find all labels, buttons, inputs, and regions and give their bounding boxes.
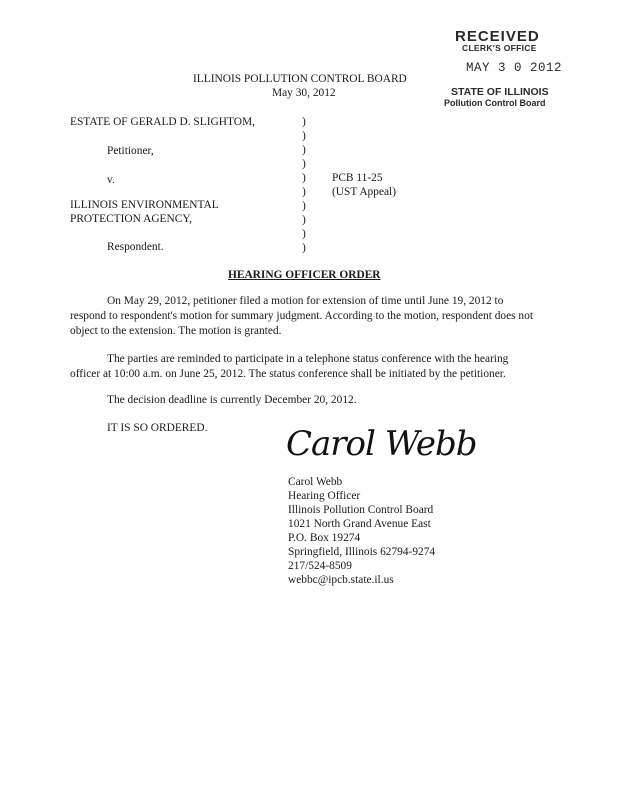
signer-organization: Illinois Pollution Control Board xyxy=(288,504,434,516)
signer-phone: 217/524-8509 xyxy=(288,560,352,572)
respondent-name-line2: PROTECTION AGENCY, xyxy=(70,213,192,225)
caption-paren: ) xyxy=(302,228,306,240)
header-date: May 30, 2012 xyxy=(272,87,336,99)
order-paragraph-1: On May 29, 2012, petitioner filed a motion for extension of time until June 19, 2012 to respond to respondent's motion for summary judgment. According to the motion, respondent does not object to the extension. The motion is granted. xyxy=(70,295,533,337)
stamp-date: MAY 3 0 2012 xyxy=(466,61,563,75)
caption-paren: ) xyxy=(302,186,306,198)
caption-paren: ) xyxy=(302,130,306,142)
respondent-label: Respondent. xyxy=(107,241,164,253)
respondent-name-line1: ILLINOIS ENVIRONMENTAL xyxy=(70,199,219,211)
order-paragraph-3: The decision deadline is currently December 20, 2012. xyxy=(107,394,357,406)
versus: v. xyxy=(107,174,115,186)
stamp-board: Pollution Control Board xyxy=(444,98,546,108)
handwritten-signature: Carol Webb xyxy=(286,424,477,464)
petitioner-name: ESTATE OF GERALD D. SLIGHTOM, xyxy=(70,116,255,128)
caption-paren: ) xyxy=(302,158,306,170)
clerks-office-stamp: CLERK'S OFFICE xyxy=(462,43,537,53)
stamp-state: STATE OF ILLINOIS xyxy=(451,86,549,98)
case-type: (UST Appeal) xyxy=(332,186,397,198)
signer-name: Carol Webb xyxy=(288,476,343,488)
received-stamp: RECEIVED xyxy=(455,28,540,45)
caption-paren: ) xyxy=(302,200,306,212)
case-number: PCB 11-25 xyxy=(332,172,383,184)
caption-paren: ) xyxy=(302,144,306,156)
signer-email[interactable]: webbc@ipcb.state.il.us xyxy=(288,574,394,586)
signer-street: 1021 North Grand Avenue East xyxy=(288,518,431,530)
caption-paren: ) xyxy=(302,172,306,184)
signer-city: Springfield, Illinois 62794-9274 xyxy=(288,546,436,558)
order-closing: IT IS SO ORDERED. xyxy=(107,422,208,434)
caption-paren: ) xyxy=(302,214,306,226)
petitioner-label: Petitioner, xyxy=(107,145,154,157)
signer-title: Hearing Officer xyxy=(288,490,361,502)
caption-paren: ) xyxy=(302,242,306,254)
caption-paren: ) xyxy=(302,116,306,128)
board-name: ILLINOIS POLLUTION CONTROL BOARD xyxy=(193,73,407,85)
order-paragraph-2: The parties are reminded to participate in a telephone status conference with the hearing officer at 10:00 a.m. on June 25, 2012. The status conference shall be initiated by the petitioner. xyxy=(70,353,509,380)
order-title: HEARING OFFICER ORDER xyxy=(228,269,381,281)
signer-po-box: P.O. Box 19274 xyxy=(288,532,361,544)
